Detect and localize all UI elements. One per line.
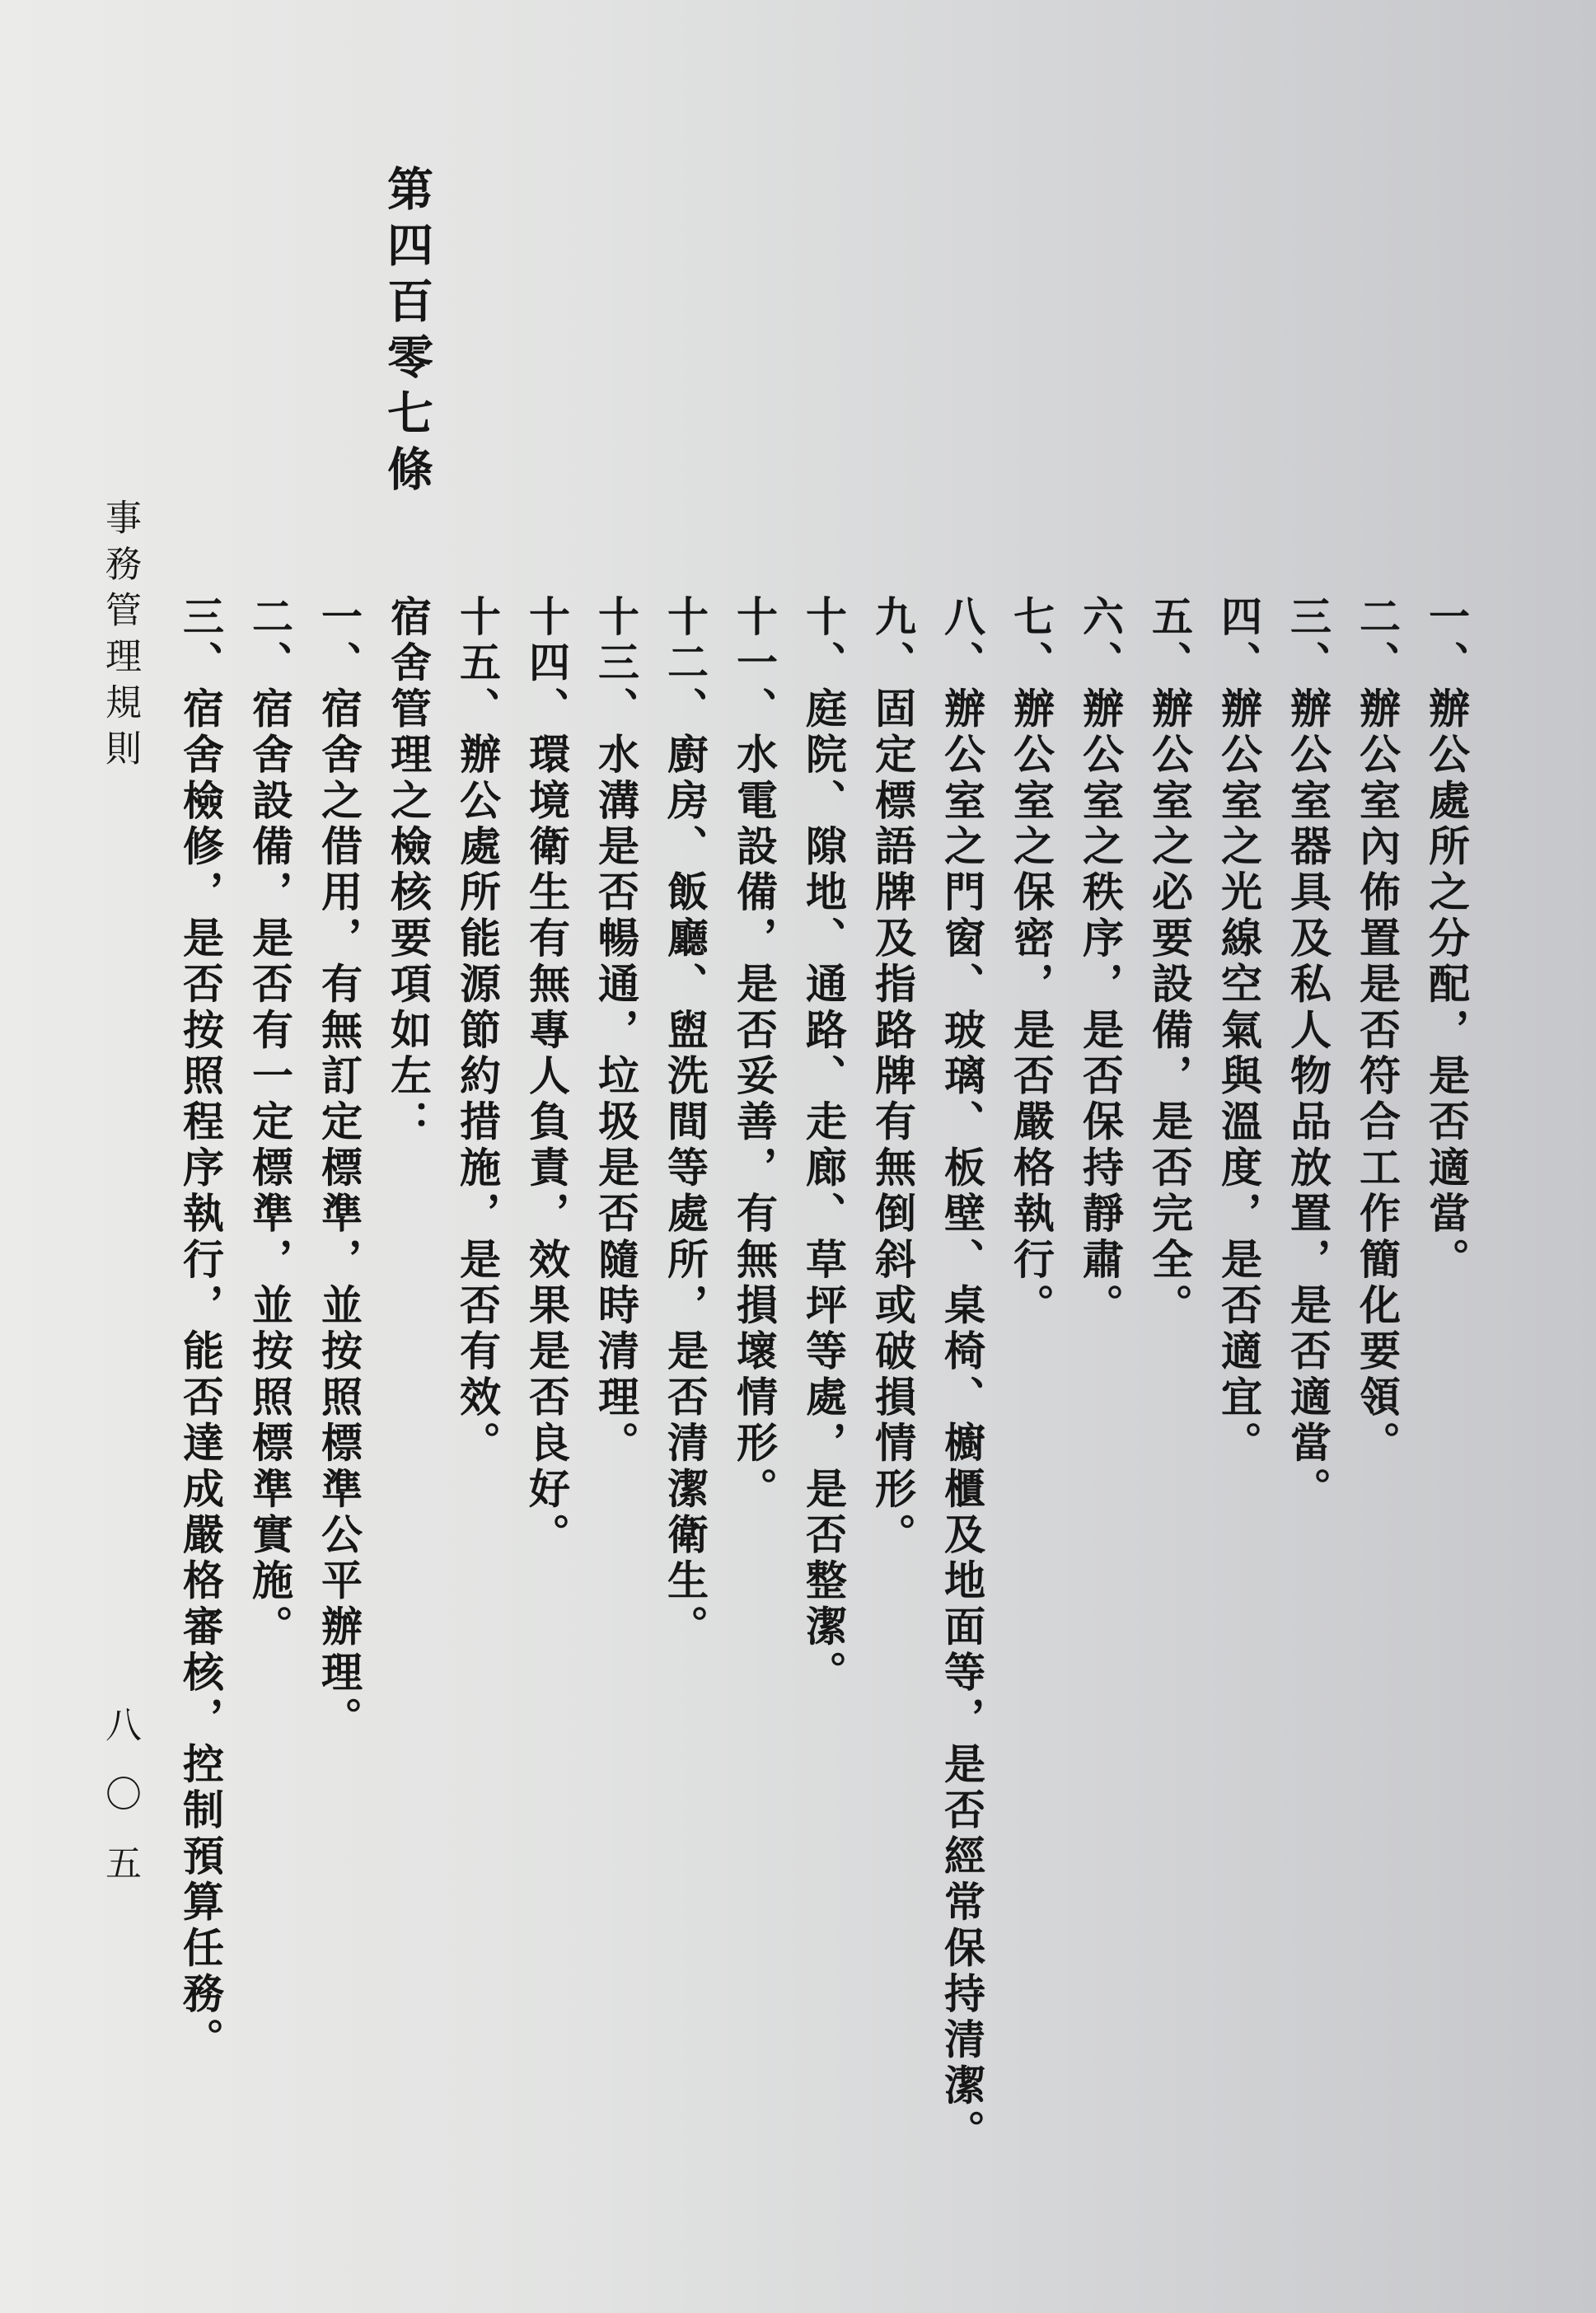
clause-8: 八、辦公室之門窗、玻璃、板壁、桌椅、櫥櫃及地面等，是否經常保持清潔。	[938, 595, 986, 2156]
dormitory-clause-1: 一、宿舍之借用，有無訂定標準，並按照標準公平辦理。	[315, 595, 363, 1743]
dormitory-heading: 宿舍管理之檢核要項如左：	[384, 595, 433, 1146]
clause-9: 九、固定標語牌及指路牌有無倒斜或破損情形。	[868, 595, 917, 1559]
dormitory-clause-2: 二、宿舍設備，是否有一定標準，並按照標準實施。	[246, 595, 294, 1651]
clause-10: 十、庭院、隙地、通路、走廊、草坪等處，是否整潔。	[799, 595, 848, 1697]
clause-13: 十三、水溝是否暢通，垃圾是否隨時清理。	[592, 595, 640, 1468]
running-header-book-title: 事務管理規則	[99, 499, 141, 775]
clause-14: 十四、環境衛生有無專人負責，效果是否良好。	[522, 595, 571, 1559]
clause-4: 四、辦公室之光線空氣與溫度，是否適宜。	[1215, 595, 1263, 1468]
clause-7: 七、辦公室之保密，是否嚴格執行。	[1007, 595, 1055, 1330]
dormitory-clause-3: 三、宿舍檢修，是否按照程序執行，能否達成嚴格審核，控制預算任務。	[176, 595, 225, 2064]
clause-5: 五、辦公室之必要設備，是否完全。	[1145, 595, 1194, 1330]
clause-2: 二、辦公室內佈置是否符合工作簡化要領。	[1353, 595, 1402, 1468]
clause-6: 六、辦公室之秩序，是否保持靜肅。	[1076, 595, 1125, 1330]
clause-1: 一、辦公處所之分配，是否適當。	[1422, 595, 1471, 1284]
article-title: 第四百零七條	[380, 165, 434, 501]
page-number: 八〇五	[99, 1706, 141, 1913]
clause-11: 十一、水電設備，是否妥善，有無損壞情形。	[730, 595, 779, 1513]
clause-12: 十二、廚房、飯廳、盥洗間等處所，是否清潔衛生。	[661, 595, 709, 1651]
clause-15: 十五、辦公處所能源節約措施，是否有效。	[453, 595, 502, 1468]
clause-3: 三、辦公室器具及私人物品放置，是否適當。	[1284, 595, 1332, 1513]
